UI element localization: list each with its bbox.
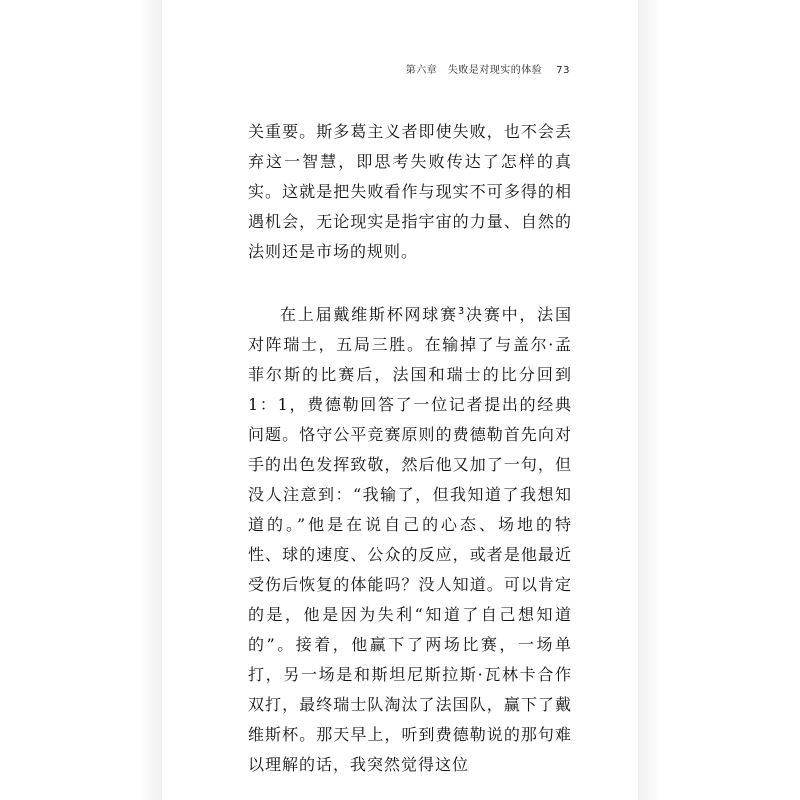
paragraph-2 (248, 300, 572, 780)
book-page (162, 0, 638, 800)
page-shadow-left (140, 0, 162, 800)
page-shadow-right (638, 0, 660, 800)
footnote-marker: 3 (457, 306, 466, 317)
chapter-title: 第六章 失败是对现实的体验 (405, 65, 543, 76)
paragraph-2-start: 在上届戴维斯杯网球赛 (280, 305, 458, 324)
page-number: 73 (556, 65, 570, 76)
paragraph-2-rest: 决赛中，法国对阵瑞士，五局三胜。在输掉了与盖尔·孟菲尔斯的比赛后，法国和瑞士的比分回到 1：1，费德勒回答了一位记者提出的经典问题。恪守公平竞赛原则的费德勒首先向对手的出色发挥致敬，然后他又加了一句，但没人注意到：“我输了，但我知道了我想知道的。”他是在说自己的心态、场地的特性、球的速度、公众的反应，或者是他最近受伤后恢复的体能吗？没人知道。可以肯定的是，他是因为失利“知道了自己想知道的”。接着，他赢下了两场比赛，一场单打，另一场是和斯坦尼斯拉斯·瓦林卡合作双打，最终瑞士队淘汰了法国队，赢下了戴维斯杯。那天早上，听到费德勒说的那句难以理解的话，我突然觉得这位 (248, 305, 572, 774)
running-header (406, 61, 570, 76)
paragraph-1: 关重要。斯多葛主义者即使失败，也不会丢弃这一智慧，即思考失败传达了怎样的真实。这就是把失败看作与现实不可多得的相遇机会，无论现实是指宇宙的力量、自然的法则还是市场的规则。 (248, 122, 572, 261)
